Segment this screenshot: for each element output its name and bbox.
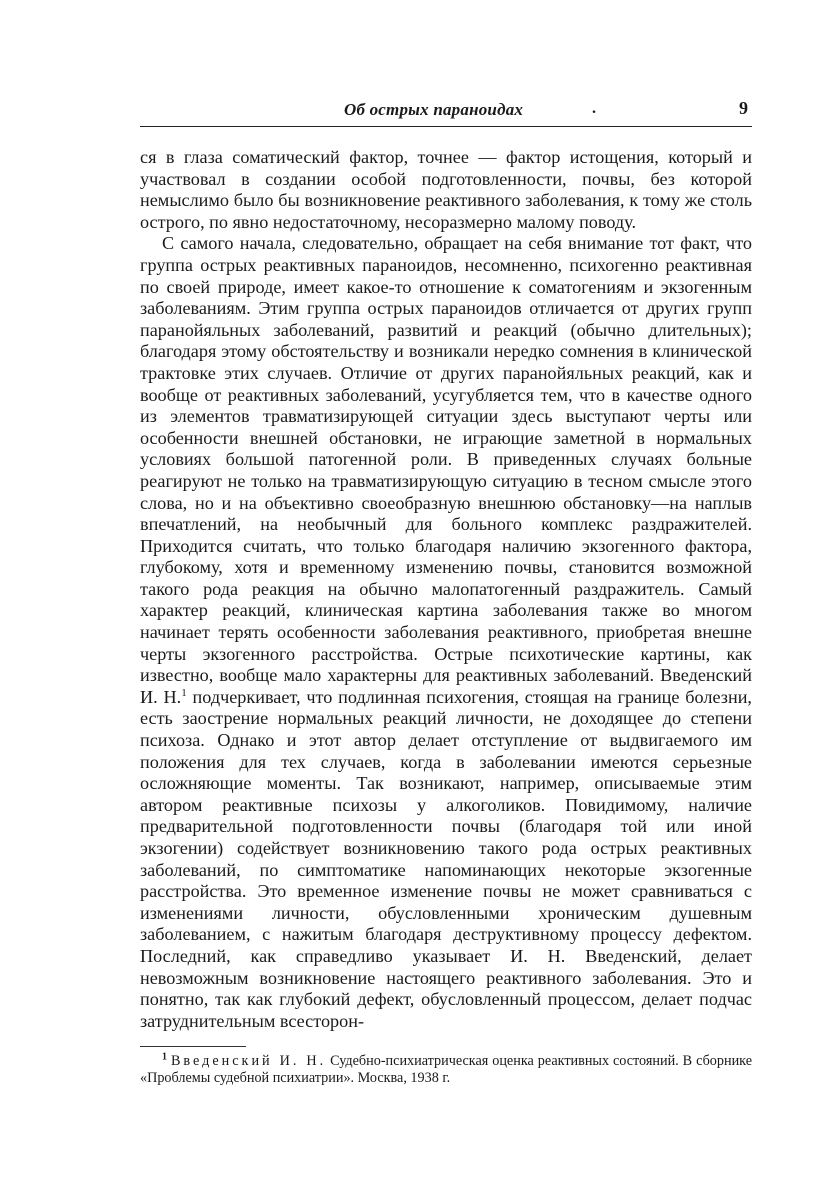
footnote-mark: 1 [162, 1051, 167, 1063]
paragraph-main [140, 233, 752, 1032]
body-text [140, 147, 752, 1032]
page-number: 9 [739, 98, 748, 118]
header-dot: . [592, 100, 596, 117]
footnote-text: Судебно-психиатрическая оценка реактивных состояний. В сборнике «Проблемы судебной психиатрии». Москва, 1938 г. [140, 1053, 752, 1087]
paragraph-main-continuation: подчеркивает, что подлинная психогения, стоящая на границе болезни, есть заострение нормальных реакций личности, не доходящее до степени психоза. Однако и этот автор делает отступление от выдвигаемого им положения для тех случаев, когда в заболевании имеются серьезные осложняющие моменты. Так возникают, например, описываемые этим автором реактивные психозы у алкоголиков. Повидимому, наличие предварительной подготовленности почвы (благодаря той или иной экзогении) содействует возникновению такого рода острых реактивных заболеваний, по симптоматике напоминающих некоторые экзогенные расстройства. Это временное изменение почвы не может сравниваться с изменениями личности, обусловленными хроническим душевным заболеванием, с нажитым благодаря деструктивному процессу дефектом. Последний, как справедливо указывает И. Н. Введенский, делает невозможным возникновение настоящего реактивного заболевания. Это и понятно, так как глубокий дефект, обусловленный процессом, делает подчас затруднительным всесторон- [140, 686, 752, 1031]
running-title: Об острых параноидах [344, 100, 524, 119]
running-header [140, 96, 752, 127]
footnote-reference: 1 [181, 686, 187, 699]
paragraph-main-text: С самого начала, следовательно, обращает на себя внимание тот факт, что группа острых реактивных параноидов, несомненно, психогенно реактивная по своей природе, имеет какое-то отношение к соматогениям и экзогенным заболеваниям. Этим группа острых параноидов отличается от других групп паранойяльных заболеваний, развитий и реакций (обычно длительных); благодаря этому обстоятельству и возникали нередко сомнения в клинической трактовке этих случаев. Отличие от других паранойяльных реакций, как и вообще от реактивных заболеваний, усугубляется тем, что в качестве одного из элементов травматизирующей ситуации здесь выступают черты или особенности внешней обстановки, не играющие заметной в нормальных условиях большой патогенной роли. В приведенных случаях больные реагируют не только на травматизирующую ситуацию в тесном смысле этого слова, но и на объективно своеобразную внешнюю обстановку—на наплыв впечатлений, на необычный для больного комплекс раздражителей. Приходится считать, что только благодаря наличию экзогенного фактора, глубокому, хотя и временному изменению почвы, становится возможной такого рода реакция на обычно малопатогенный раздражитель. Самый характер реакций, клиническая картина заболевания также во многом начинает терять особенности заболевания реактивного, приобретая внешне черты экзогенного расстройства. Острые психотические картины, как известно, вообще мало характерны для реактивных заболеваний. Введенский И. Н. [140, 233, 752, 707]
footnote [140, 1053, 752, 1087]
footnote-author: Введенский И. Н. [170, 1053, 327, 1070]
footnote-divider [140, 1046, 246, 1047]
paragraph-continued: ся в глаза соматический фактор, точнее — фактор истощения, который и участвовал в создании особой подготовленности, почвы, без которой немыслимо было бы возникновение реактивного заболевания, к тому же столь острого, по явно недостаточному, несоразмерно малому поводу. [140, 147, 752, 232]
book-page [140, 96, 752, 1102]
